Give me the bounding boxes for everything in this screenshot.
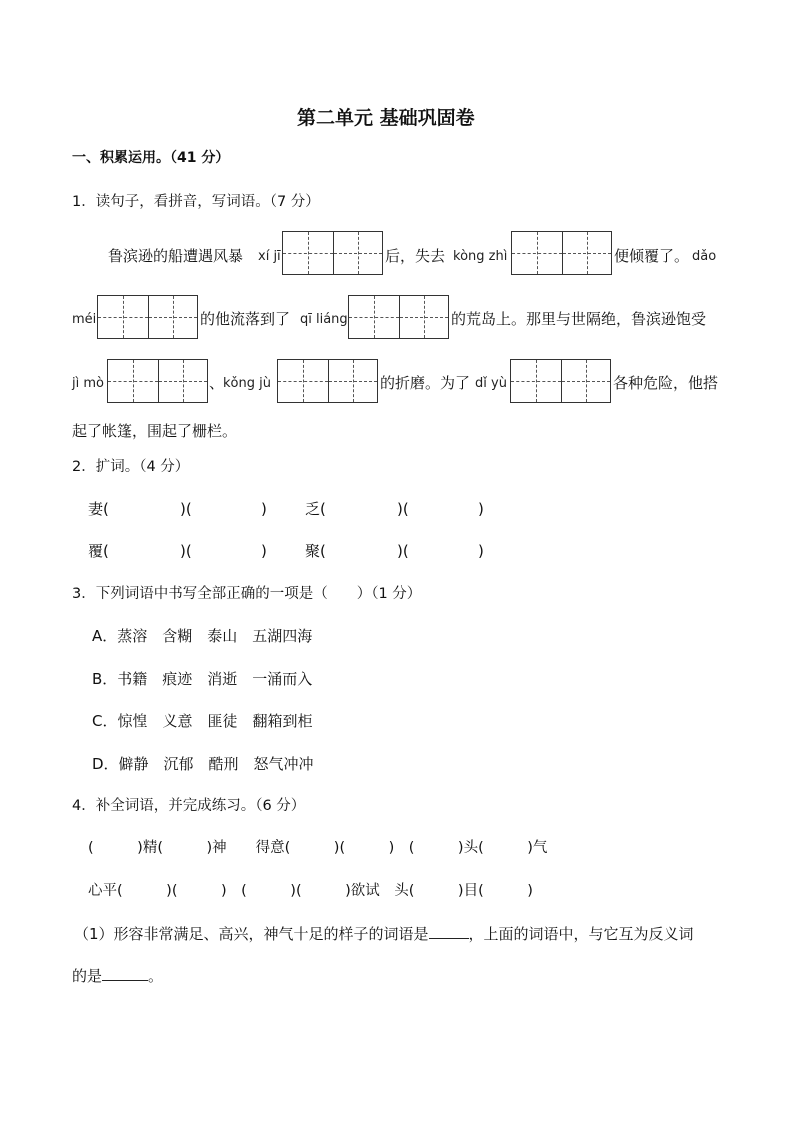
- q2-row2-b3: ): [478, 542, 484, 560]
- q4-sub1-text-d: 。: [148, 967, 164, 985]
- q3-option-c[interactable]: C．惊惶 义意 匪徒 翻箱到柜: [92, 712, 313, 730]
- q4-row2: 心平( )( ) ( )( )欲试 头( )目( ): [88, 883, 533, 899]
- q4-sub1-line2: [72, 966, 163, 986]
- q2-row2-a: 覆(: [88, 542, 109, 560]
- writing-grid-jimo[interactable]: [107, 359, 208, 403]
- q4-sub1-text-c: 的是: [72, 967, 103, 985]
- q3-option-a[interactable]: A．蒸溶 含糊 泰山 五湖四海: [92, 627, 313, 645]
- q2-row1-b: 乏(: [305, 500, 326, 518]
- answer-blank-2[interactable]: [102, 966, 148, 981]
- q1-line3-text-b: 各种危险，他搭: [613, 374, 719, 392]
- writing-grid-daomei[interactable]: [97, 295, 198, 339]
- q1-line4-text: 起了帐篷，围起了栅栏。: [72, 422, 238, 440]
- pinyin-kongzhi: kòng zhì: [453, 249, 508, 264]
- q1-line3-sep: 、: [209, 374, 225, 392]
- q2-prompt: 2．扩词。（4 分）: [72, 459, 190, 475]
- q2-row1-a2: )(: [180, 500, 192, 518]
- q2-row2-b2: )(: [397, 542, 409, 560]
- q4-sub1-text-b: ，上面的词语中，与它互为反义词: [468, 925, 694, 943]
- pinyin-xiji: xí jī: [258, 249, 281, 264]
- q2-row1-a3: ): [261, 500, 267, 518]
- q4-prompt: 4．补全词语，并完成练习。（6 分）: [72, 798, 306, 814]
- writing-grid-kongju[interactable]: [277, 359, 378, 403]
- q1-line2-text-a: 的他流落到了: [200, 310, 291, 328]
- q2-row1-b3: ): [478, 500, 484, 518]
- q2-row1-a: 妻(: [88, 500, 109, 518]
- q4-sub1-line1: [74, 924, 694, 944]
- q1-line3-text-a: 的折磨。为了: [380, 374, 471, 392]
- pinyin-mei: méi: [72, 312, 97, 327]
- q2-row2-b: 聚(: [305, 542, 326, 560]
- pinyin-qiliang: qī liáng: [300, 312, 348, 327]
- q1-line1-text-b: 后，失去: [385, 247, 446, 265]
- pinyin-kongju: kǒng jù: [223, 376, 271, 391]
- writing-grid-diyu[interactable]: [510, 359, 611, 403]
- pinyin-dao: dǎo: [692, 249, 717, 264]
- q2-row1-b2: )(: [397, 500, 409, 518]
- q1-line1-text-a: 鲁滨逊的船遭遇风暴: [108, 247, 244, 265]
- q3-option-b[interactable]: B．书籍 痕迹 消逝 一涌而入: [92, 670, 313, 688]
- q1-line2-text-b: 的荒岛上。那里与世隔绝，鲁滨逊饱受: [451, 310, 707, 328]
- pinyin-jimo: jì mò: [72, 376, 104, 391]
- writing-grid-xiji[interactable]: [282, 231, 383, 275]
- writing-grid-kongzhi[interactable]: [511, 231, 612, 275]
- q1-prompt: 1．读句子，看拼音，写词语。（7 分）: [72, 194, 320, 210]
- pinyin-diyu: dǐ yù: [475, 376, 507, 391]
- answer-blank-1[interactable]: [429, 924, 469, 939]
- q1-line1-text-c: 便倾覆了。: [614, 247, 690, 265]
- q2-row2-a3: ): [261, 542, 267, 560]
- q4-row1: ( )精( )神 得意( )( ) ( )头( )气: [88, 840, 548, 856]
- page-title: 第二单元 基础巩固卷: [297, 107, 475, 129]
- section-heading-1: 一、积累运用。（41 分）: [72, 150, 230, 166]
- q2-row2-a2: )(: [180, 542, 192, 560]
- q3-prompt: 3．下列词语中书写全部正确的一项是（ ）（1 分）: [72, 586, 422, 602]
- q3-option-d[interactable]: D．僻静 沉郁 酷刑 怒气冲冲: [92, 755, 314, 773]
- writing-grid-qiliang[interactable]: [348, 295, 449, 339]
- q4-sub1-text-a: （1）形容非常满足、高兴，神气十足的样子的词语是: [74, 925, 429, 943]
